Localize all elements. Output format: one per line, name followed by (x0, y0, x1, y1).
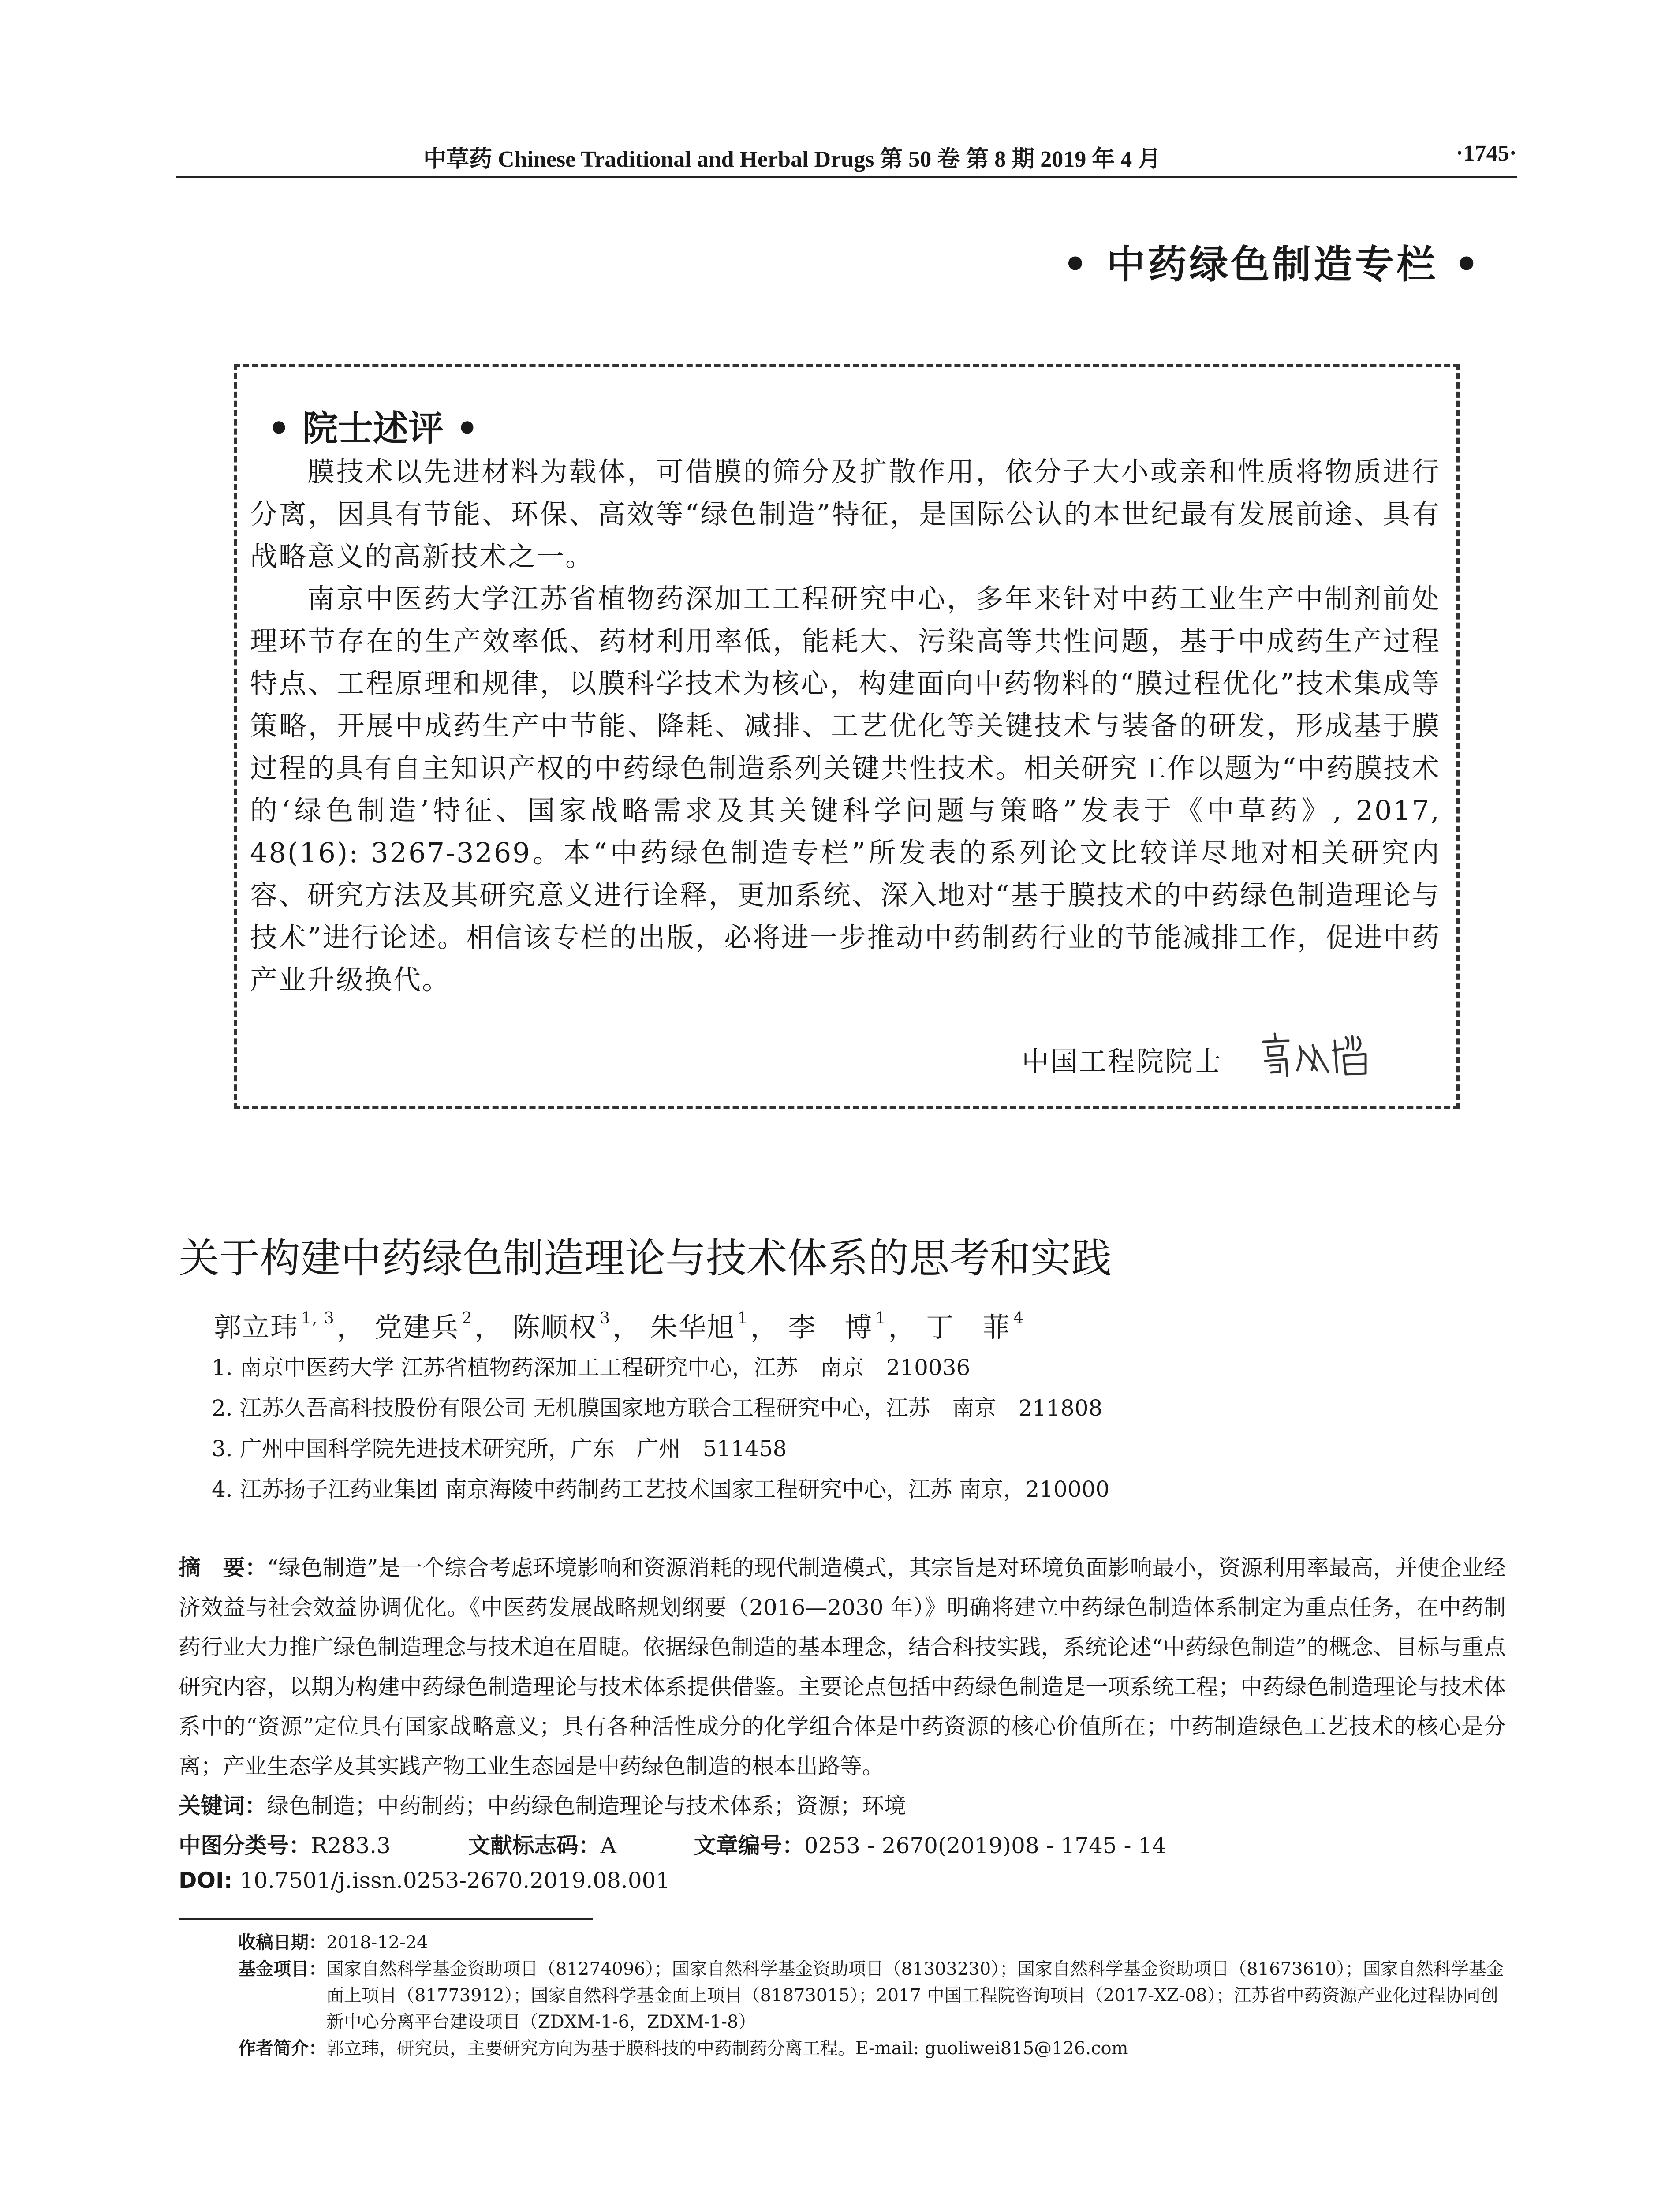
author-list (214, 1305, 1026, 1345)
abstract-label: 摘 要： (179, 1555, 267, 1581)
affiliation-list (212, 1347, 1109, 1510)
clc-value: R283.3 (311, 1833, 391, 1858)
author-bio-label: 作者简介： (238, 2038, 326, 2059)
fund-info (238, 1956, 1508, 2035)
author-bio-value: 郭立玮，研究员，主要研究方向为基于膜科技的中药制药分离工程。E-mail: guoliwei815@126.com (326, 2038, 1128, 2059)
affiliation: 3. 广州中国科学院先进技术研究所，广东 广州 511458 (212, 1436, 787, 1461)
doi-line (179, 1868, 670, 1893)
clc-field (179, 1833, 391, 1858)
author-name: 朱华旭 (650, 1311, 735, 1343)
author-separator: ， (612, 1311, 641, 1343)
fund-value: 国家自然科学基金资助项目（81274096）；国家自然科学基金资助项目（81303230）；国家自然科学基金资助项目（81673610）；国家自然科学基金面上项目（81773912）；国家自然科学基金面上项目（81873015）；2017 中国工程院咨询项目（2017-XZ-08）；江苏省中药资源产业化过程协同创新中心分离平台建设项目（ZDXM-1-6，ZDXM-1-8） (326, 1959, 1504, 2032)
author-bio (238, 2035, 1508, 2062)
author-separator: ， (336, 1311, 365, 1343)
keywords-text: 绿色制造；中药制药；中药绿色制造理论与技术体系；资源；环境 (267, 1793, 906, 1819)
author-separator: ， (474, 1311, 503, 1343)
doi-label: DOI: (179, 1868, 233, 1893)
article-title: 关于构建中药绿色制造理论与技术体系的思考和实践 (179, 1235, 1112, 1282)
footnotes (238, 1929, 1508, 2062)
clc-label: 中图分类号： (179, 1833, 311, 1858)
doc-code-label: 文献标志码： (468, 1833, 601, 1858)
author-affil-mark: 2 (462, 1309, 473, 1327)
page-number: ·1745· (1456, 141, 1517, 166)
doc-code-field (468, 1833, 616, 1858)
running-header (176, 140, 1517, 180)
commentary-box (234, 364, 1460, 1109)
column-title: • 中药绿色制造专栏 • (1063, 242, 1482, 287)
fund-label: 基金项目： (238, 1959, 326, 1979)
author-separator: ， (750, 1311, 779, 1343)
commentary-text (250, 451, 1441, 1001)
commentary-signoff: 中国工程院院士 (1022, 1045, 1223, 1077)
header-rule (176, 176, 1517, 178)
abstract (179, 1548, 1506, 1786)
author-name: 丁 菲 (926, 1311, 1011, 1343)
handwritten-signature (1255, 1024, 1379, 1081)
author-affil-mark: 4 (1013, 1309, 1024, 1327)
received-label: 收稿日期： (238, 1932, 326, 1953)
author-name: 陈顺权 (512, 1311, 597, 1343)
received-value: 2018-12-24 (326, 1932, 428, 1953)
author-name: 党建兵 (374, 1311, 459, 1343)
commentary-paragraph: 膜技术以先进材料为载体，可借膜的筛分及扩散作用，依分子大小或亲和性质将物质进行分离，因具有节能、环保、高效等“绿色制造”特征，是国际公认的本世纪最有发展前途、具有战略意义的高新技术之一。 (250, 456, 1441, 572)
author-affil-mark: 1 (875, 1309, 887, 1327)
author-name: 李 博 (788, 1311, 873, 1343)
author-affil-mark: 1, 3 (301, 1309, 335, 1327)
keywords (179, 1788, 906, 1820)
affiliation: 2. 江苏久吾高科技股份有限公司 无机膜国家地方联合工程研究中心，江苏 南京 211808 (212, 1395, 1103, 1421)
doi-value: 10.7501/j.issn.0253-2670.2019.08.001 (239, 1868, 670, 1893)
affiliation: 4. 江苏扬子江药业集团 南京海陵中药制药工艺技术国家工程研究中心，江苏 南京，210000 (212, 1476, 1110, 1502)
journal-info: 中草药 Chinese Traditional and Herbal Drugs 第 50 卷 第 8 期 2019 年 4 月 (423, 147, 1161, 172)
received-date (238, 1929, 1508, 1956)
author-name: 郭立玮 (214, 1311, 299, 1343)
author-separator: ， (888, 1311, 917, 1343)
doc-code-value: A (600, 1833, 616, 1858)
author-affil-mark: 3 (600, 1309, 611, 1327)
author-affil-mark: 1 (737, 1309, 749, 1327)
commentary-paragraph: 南京中医药大学江苏省植物药深加工工程研究中心，多年来针对中药工业生产中制剂前处理环节存在的生产效率低、药材利用率低，能耗大、污染高等共性问题，基于中成药生产过程特点、工程原理和规律，以膜科学技术为核心，构建面向中药物料的“膜过程优化”技术集成等策略，开展中成药生产中节能、降耗、减排、工艺优化等关键技术与装备的研发，形成基于膜过程的具有自主知识产权的中药绿色制造系列关键共性技术。相关研究工作以题为“中药膜技术的‘绿色制造’特征、国家战略需求及其关键科学问题与策略”发表于《中草药》, 2017, 48(16): 3267-3269。本“中药绿色制造专栏”所发表的系列论文比较详尽地对相关研究内容、研究方法及其研究意义进行诠释，更加系统、深入地对“基于膜技术的中药绿色制造理论与技术”进行论述。相信该专栏的出版，必将进一步推动中药制药行业的节能减排工作，促进中药产业升级换代。 (250, 583, 1441, 996)
commentary-heading: • 院士述评 • (268, 408, 478, 449)
classification-line (179, 1828, 1506, 1860)
abstract-text: “绿色制造”是一个综合考虑环境影响和资源消耗的现代制造模式，其宗旨是对环境负面影响最小，资源利用率最高，并使企业经济效益与社会效益协调优化。《中医药发展战略规划纲要（2016—2030 年）》明确将建立中药绿色制造体系制定为重点任务，在中药制药行业大力推广绿色制造理念与技术迫在眉睫。依据绿色制造的基本理念，结合科技实践，系统论述“中药绿色制造”的概念、目标与重点研究内容，以期为构建中药绿色制造理论与技术体系提供借鉴。主要论点包括中药绿色制造是一项系统工程；中药绿色制造理论与技术体系中的“资源”定位具有国家战略意义；具有各种活性成分的化学组合体是中药资源的核心价值所在；中药制造绿色工艺技术的核心是分离；产业生态学及其实践产物工业生态园是中药绿色制造的根本出路等。 (179, 1555, 1506, 1779)
article-no-label: 文章编号： (694, 1833, 804, 1858)
article-no-value: 0253 - 2670(2019)08 - 1745 - 14 (804, 1833, 1167, 1858)
footnote-rule (179, 1918, 593, 1920)
article-no-field (694, 1833, 1166, 1858)
affiliation: 1. 南京中医药大学 江苏省植物药深加工工程研究中心，江苏 南京 210036 (212, 1355, 971, 1380)
keywords-label: 关键词： (179, 1793, 267, 1819)
